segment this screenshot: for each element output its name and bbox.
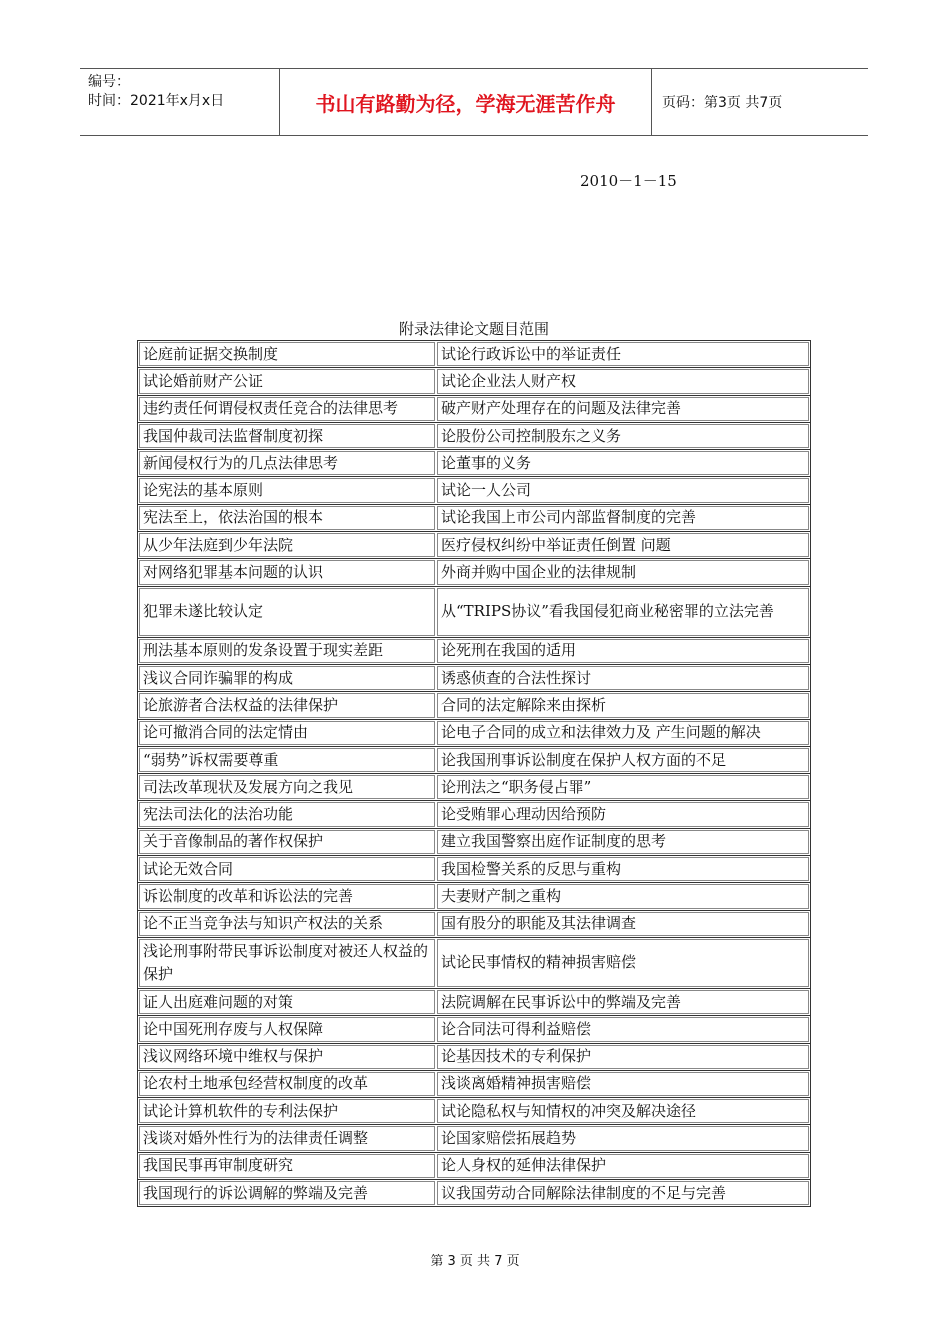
topic-right-cell: 论合同法可得利益赔偿 (437, 1017, 809, 1041)
topic-right-cell: 论我国刑事诉讼制度在保护人权方面的不足 (437, 748, 809, 772)
table-row (138, 450, 810, 477)
topic-left-cell: 浅论刑事附带民事诉讼制度对被还人权益的保护 (139, 939, 435, 987)
topic-left-cell: 关于音像制品的著作权保护 (139, 830, 435, 854)
table-row (138, 829, 810, 856)
table-row (138, 692, 810, 719)
table-row (138, 1044, 810, 1071)
table-row (138, 477, 810, 504)
topic-right-cell: 试论企业法人财产权 (437, 369, 809, 393)
topic-left-cell: 违约责任何谓侵权责任竞合的法律思考 (139, 397, 435, 421)
topic-left-cell: 论中国死刑存废与人权保障 (139, 1017, 435, 1041)
topic-right-cell: 法院调解在民事诉讼中的弊端及完善 (437, 990, 809, 1014)
topic-left-cell: 新闻侵权行为的几点法律思考 (139, 451, 435, 475)
topic-right-cell: 试论隐私权与知情权的冲突及解决途径 (437, 1099, 809, 1123)
topic-left-cell: 论宪法的基本原则 (139, 478, 435, 502)
topic-right-cell: 论电子合同的成立和法律效力及 产生问题的解决 (437, 721, 809, 745)
table-row (138, 665, 810, 692)
table-row (138, 1125, 810, 1152)
topic-left-cell: 试论计算机软件的专利法保护 (139, 1099, 435, 1123)
table-row (138, 938, 810, 989)
topic-left-cell: 诉讼制度的改革和诉讼法的完善 (139, 884, 435, 908)
table-row (138, 559, 810, 586)
topic-left-cell: 浅谈对婚外性行为的法律责任调整 (139, 1126, 435, 1150)
topic-right-cell: 夫妻财产制之重构 (437, 884, 809, 908)
topic-right-cell: 建立我国警察出庭作证制度的思考 (437, 830, 809, 854)
header-meta (80, 69, 280, 135)
topic-left-cell: 试论无效合同 (139, 857, 435, 881)
page-header (80, 68, 868, 136)
table-row (138, 1180, 810, 1207)
topic-right-cell: 我国检警关系的反思与重构 (437, 857, 809, 881)
table-row (138, 747, 810, 774)
topic-left-cell: 浅议合同诈骗罪的构成 (139, 666, 435, 690)
table-row (138, 587, 810, 638)
topic-right-cell: 诱惑侦查的合法性探讨 (437, 666, 809, 690)
topic-left-cell: 浅议网络环境中维权与保护 (139, 1045, 435, 1069)
topic-right-cell: 论基因技术的专利保护 (437, 1045, 809, 1069)
topic-right-cell: 论刑法之“职务侵占罪” (437, 775, 809, 799)
topic-left-cell: 宪法司法化的法治功能 (139, 802, 435, 826)
topic-right-cell: 试论一人公司 (437, 478, 809, 502)
table-row (138, 801, 810, 828)
topic-right-cell: 试论我国上市公司内部监督制度的完善 (437, 506, 809, 530)
topic-left-cell: 我国民事再审制度研究 (139, 1154, 435, 1178)
topic-left-cell: 论可撤消合同的法定情由 (139, 721, 435, 745)
topic-left-cell: 论不正当竞争法与知识产权法的关系 (139, 912, 435, 936)
topic-right-cell: 国有股分的职能及其法律调查 (437, 912, 809, 936)
topic-left-cell: 我国仲裁司法监督制度初探 (139, 424, 435, 448)
topic-left-cell: 试论婚前财产公证 (139, 369, 435, 393)
number-label: 编号： (88, 74, 130, 90)
topic-right-cell: 论国家赔偿拓展趋势 (437, 1126, 809, 1150)
topic-left-cell: 我国现行的诉讼调解的弊端及完善 (139, 1181, 435, 1205)
table-row (138, 911, 810, 938)
topic-right-cell: 试论民事情权的精神损害赔偿 (437, 939, 809, 987)
table-row (138, 720, 810, 747)
topic-right-cell: 论股份公司控制股东之义务 (437, 424, 809, 448)
topic-left-cell: 从少年法庭到少年法院 (139, 533, 435, 557)
document-date: 2010－1－15 (580, 172, 677, 190)
topic-right-cell: 破产财产处理存在的问题及法律完善 (437, 397, 809, 421)
topic-left-cell: 论庭前证据交换制度 (139, 342, 435, 366)
topic-right-cell: 外商并购中国企业的法律规制 (437, 560, 809, 584)
topics-table (137, 340, 811, 1207)
topic-left-cell: “弱势”诉权需要尊重 (139, 748, 435, 772)
table-row (138, 396, 810, 423)
topic-right-cell: 论董事的义务 (437, 451, 809, 475)
topic-left-cell: 论旅游者合法权益的法律保护 (139, 693, 435, 717)
topic-right-cell: 议我国劳动合同解除法律制度的不足与完善 (437, 1181, 809, 1205)
topic-right-cell: 论死刑在我国的适用 (437, 639, 809, 663)
table-row (138, 423, 810, 450)
topic-right-cell: 合同的法定解除来由探析 (437, 693, 809, 717)
topic-left-cell: 宪法至上，依法治国的根本 (139, 506, 435, 530)
table-row (138, 1098, 810, 1125)
topic-right-cell: 从“TRIPS协议”看我国侵犯商业秘密罪的立法完善 (437, 588, 809, 636)
table-row (138, 532, 810, 559)
time-label: 时间：2021年x月x日 (88, 93, 225, 109)
table-row (138, 638, 810, 665)
topic-right-cell: 论受贿罪心理动因给预防 (437, 802, 809, 826)
topic-right-cell: 医疗侵权纠纷中举证责任倒置 问题 (437, 533, 809, 557)
table-row (138, 341, 810, 368)
page-code: 页码：第3页 共7页 (662, 95, 783, 111)
topic-left-cell: 司法改革现状及发展方向之我见 (139, 775, 435, 799)
table-row (138, 856, 810, 883)
motto: 书山有路勤为径，学海无涯苦作舟 (280, 69, 652, 135)
table-title: 附录法律论文题目范围 (398, 320, 549, 338)
table-row (138, 883, 810, 910)
topic-left-cell: 证人出庭难问题的对策 (139, 990, 435, 1014)
table-row (138, 1153, 810, 1180)
table-row (138, 989, 810, 1016)
table-row (138, 505, 810, 532)
topic-left-cell: 对网络犯罪基本问题的认识 (139, 560, 435, 584)
table-row (138, 1016, 810, 1043)
topic-left-cell: 犯罪未遂比较认定 (139, 588, 435, 636)
topic-left-cell: 刑法基本原则的发条设置于现实差距 (139, 639, 435, 663)
page-footer: 第 3 页 共 7 页 (430, 1254, 520, 1269)
table-row (138, 368, 810, 395)
topic-right-cell: 论人身权的延伸法律保护 (437, 1154, 809, 1178)
topic-left-cell: 论农村土地承包经营权制度的改革 (139, 1072, 435, 1096)
table-row (138, 774, 810, 801)
table-row (138, 1071, 810, 1098)
topic-right-cell: 试论行政诉讼中的举证责任 (437, 342, 809, 366)
topic-right-cell: 浅谈离婚精神损害赔偿 (437, 1072, 809, 1096)
